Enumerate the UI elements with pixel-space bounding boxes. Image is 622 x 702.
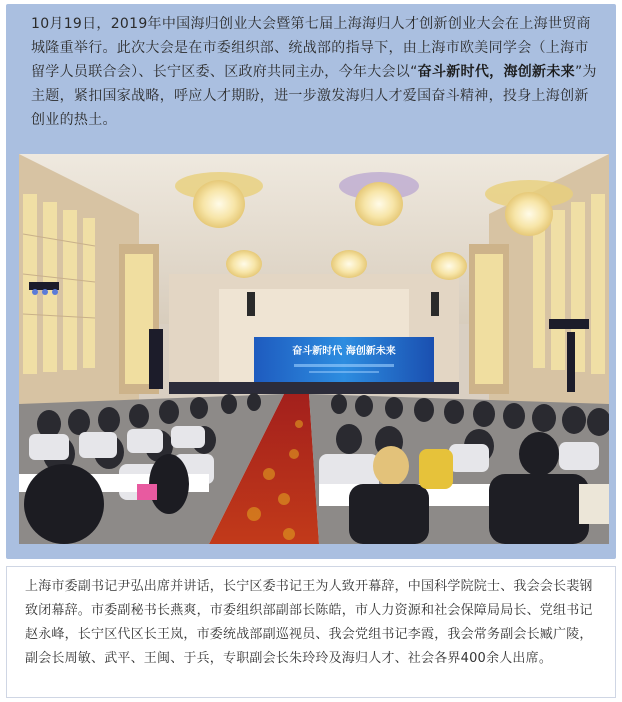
closing-paragraph: 上海市委副书记尹弘出席并讲话，长宁区委书记王为人致开幕辞，中国科学院院士、我会会长裴钢致闭幕辞。市委副秘书长燕爽，市委组织部副部长陈皓，市人力资源和社会保障局局长、党组书记赵永峰，长宁区代区长王岚，市委统战部副巡视员、我会党组书记李霞，我会常务副会长臧广陵，副会长周敏、武平、王闽、于兵，专职副会长朱玲玲及海归人才、社会各界400余人出席。 [25, 579, 593, 666]
conference-photo [19, 154, 609, 544]
screen-slogan: 奋斗新时代 海创新未来 [292, 346, 396, 357]
closing-panel [6, 566, 616, 698]
intro-panel [6, 4, 616, 559]
intro-paragraph [31, 12, 601, 132]
intro-text-1: 10月19日，2019年中国海归创业大会暨第七届上海海归人才创新创业大会在上海世贸商城隆重举行。此次大会是在市委组织部、统战部的指导下，由上海市欧美同学会（上海市留学人员联合会）、长宁区委、区政府共同主办，今年大会以“ [31, 16, 591, 80]
intro-theme-bold: 奋斗新时代，海创新未来 [417, 64, 575, 80]
intro-text-2: ”为主题，紧扣国家战略，呼应人才期盼，进一步激发海归人才爱国奋斗精神，投身上海创新创业的热土。 [31, 64, 597, 128]
conference-hall-image [19, 154, 609, 544]
